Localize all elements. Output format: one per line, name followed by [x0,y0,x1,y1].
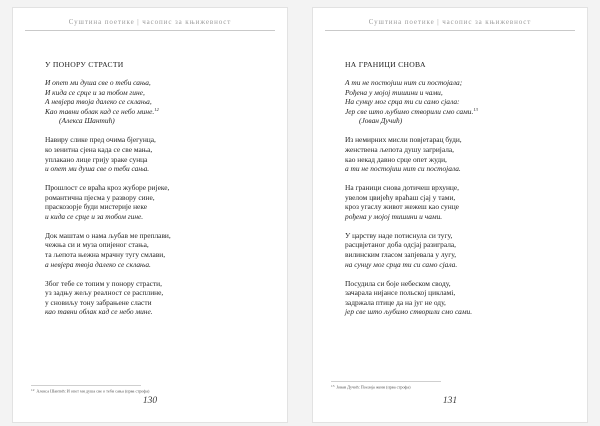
line-text: ко зенитна сјена када се све мања, [45,144,153,154]
poem-line [45,250,270,260]
poem-line [345,307,570,317]
poem-line [345,164,570,174]
poem-line [45,193,270,203]
header-rule [325,30,575,31]
stanza [45,279,270,317]
poem-body [45,78,270,326]
line-text: на сунцу мог срца ти си само сјала. [345,259,458,269]
line-text: рођена у мојој тишини и чами. [345,211,443,221]
poem-line [345,88,570,98]
poem-line [345,183,570,193]
poem-line [345,240,570,250]
footnote-mark: 13 [331,384,335,388]
line-text: и кида се срце и за тобом гине. [45,211,144,221]
poem-line [345,212,570,222]
line-text: уз задњу жељу реалност се расплине, [45,288,164,298]
line-text: Као тавни облак кад се небо мине. [45,106,155,116]
poem-line [45,260,270,270]
stanza [45,231,270,269]
poem-line [45,298,270,308]
poem-line [345,97,570,107]
line-text: Док маштам о нама љубав ме преплави, [45,230,171,240]
right-page [313,8,587,422]
line-text: Јер све што љубимо створили смо сами. [345,106,474,116]
poem-line [45,279,270,289]
poem-line [45,231,270,241]
line-text: увелом цвијећу враћаш сјај у тами, [345,192,456,202]
footnote-reference: 12 [154,106,159,112]
poem-line [345,231,570,241]
poem-line [45,135,270,145]
running-header: Суштина поетике | часопис за књижевност [68,18,232,26]
footnote [31,388,271,394]
page-number: 130 [142,396,158,406]
poem-line [45,164,270,174]
line-text: А ти не постојиш нит си постојала; [345,78,463,87]
line-text: Због тебе се топим у понору страсти, [45,278,162,288]
stanza [345,135,570,173]
line-text: а невјера твоја далеко се склања. [45,259,151,269]
stanza [345,231,570,269]
line-text: као тавни облак кад се небо мине. [45,307,153,317]
line-text: та љепота њежна мрачну тугу смлави, [45,250,166,260]
epigraph-attribution [45,116,270,126]
line-text: И опет ми душа све о теби сања, [45,78,151,87]
poem-line [45,183,270,193]
line-text: женствена љепота душу загријала, [345,144,455,154]
footnote-rule [331,381,441,382]
line-text: Посудила си боје небеском своду, [345,278,451,288]
poem-line [45,240,270,250]
poem-line [45,202,270,212]
poem-body [345,78,570,326]
stanza [345,78,570,126]
header-rule [25,30,275,31]
line-text: вилинским гласом запјевала у лугу, [345,250,457,260]
line-text: као некад давно срце опет жуди, [345,154,447,164]
line-text: А невјера твоја далеко се склања, [45,97,152,107]
line-text: На сунцу мог срца ти си само сјала: [345,97,460,107]
line-text: а ти не постојиш нит си постојала. [345,164,461,174]
line-text: зачарала нијансе польској цикламi, [345,288,456,298]
poem-line [45,78,270,88]
stanza [345,279,570,317]
poem-line [345,193,570,203]
poem-line [345,202,570,212]
running-header: Суштина поетике | часопис за књижевност [368,18,532,26]
line-text: кроз угаслу живот жежеш као сунце [345,202,459,212]
line-text: расцвјетаног доба одсјај разиграла, [345,240,457,250]
footnote-rule [31,385,141,386]
poem-line [45,145,270,155]
line-text: у сновиљу тону забрањене сласти [45,297,152,307]
line-text: И кида се срце и за тобом гине, [45,87,145,97]
line-text: Из немирних мисли повјетарац буди, [345,135,462,145]
line-text: чежња си и муза опијеног стања, [45,240,149,250]
footnote-mark: 12 [31,388,35,392]
footnote-text: Јован Дучић: Поезија жени (прва строфа) [336,384,411,390]
poem-line [345,135,570,145]
poem-line [345,250,570,260]
stanza [45,135,270,173]
line-text: (Алекса Шантић) [59,116,115,126]
poem-line [45,155,270,165]
stanza [45,183,270,221]
poem-line [345,107,570,117]
poem-line [345,298,570,308]
poem-line [345,155,570,165]
line-text: Прошлост се враћа кроз жуборе ријеке, [45,183,170,193]
line-text: На граници снова дотичеш врхунце, [345,183,460,193]
poem-line [345,78,570,88]
poem-line [45,97,270,107]
poem-line [45,307,270,317]
poem-title: НА ГРАНИЦИ СНОВА [345,60,426,69]
stanza [345,183,570,221]
poem-line [345,145,570,155]
poem-line [345,260,570,270]
line-text: задржала птице да на југ не оду, [345,297,446,307]
poem-line [345,279,570,289]
epigraph-attribution [345,116,570,126]
poem-line [45,88,270,98]
poem-line [45,212,270,222]
line-text: У царству наде потиснула си тугу, [345,230,453,240]
line-text: праскозорје буди мистерије неке [45,202,148,212]
poem-title: У ПОНОРУ СТРАСТИ [45,60,124,69]
line-text: и опет ми душа све о теби сања. [45,164,150,174]
stanza [45,78,270,126]
line-text: (Јован Дучић) [359,116,403,126]
page-number: 131 [442,396,458,406]
line-text: јер све што љубимо створили смо сами. [345,307,473,317]
line-text: романтична пјесма у развору сине, [45,192,155,202]
line-text: уплакано лице грију зраке сунца [45,154,148,164]
line-text: Рођена у мојој тишини и чами, [345,87,443,97]
footnote-text: Алекса Шантић: И опет ми душа све о теби сања (прва строфа) [36,388,150,394]
left-page [13,8,287,422]
poem-line [45,107,270,117]
poem-line [45,288,270,298]
footnote [331,384,571,390]
footnote-reference: 13 [473,106,478,112]
poem-line [345,288,570,298]
line-text: Навиру слике пред очима бјегунца, [45,135,156,145]
